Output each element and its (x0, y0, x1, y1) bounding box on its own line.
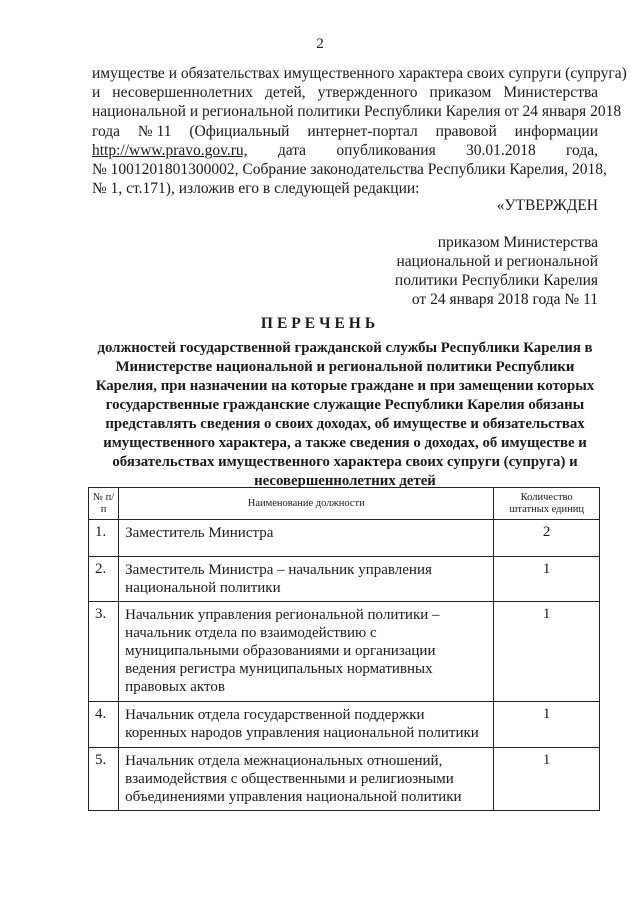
subheading-line: имущественного характера, а также сведения о доходах, об имуществе и (103, 435, 587, 451)
row-name-line: Заместитель Министра (125, 525, 274, 541)
intro-word: приказом (429, 84, 492, 102)
header-qty (494, 488, 600, 520)
subheading-line: несовершеннолетних детей (254, 473, 436, 489)
row-name (119, 748, 494, 811)
subheading-line: Министерстве национальной и региональной политики Республики (115, 359, 575, 375)
row-name (119, 702, 494, 748)
subheading-line: должностей государственной гражданской службы Республики Карелия в (97, 340, 593, 356)
row-num: 2. (89, 557, 119, 602)
intro-word: несовершеннолетних (112, 84, 254, 102)
intro-word: года (92, 122, 121, 140)
table-header-row (89, 488, 600, 520)
intro-line: № 1001201801300002, Собрание законодательства Республики Карелия, 2018, (92, 161, 607, 179)
intro-word: дата (277, 141, 307, 159)
intro-word: (Официальный (189, 122, 290, 140)
row-num: 5. (89, 748, 119, 811)
intro-word: детей, (265, 84, 306, 102)
row-qty: 1 (494, 557, 600, 602)
intro-word: и (92, 84, 101, 102)
row-name (119, 557, 494, 602)
intro-word: опубликования (336, 141, 436, 159)
row-num: 1. (89, 520, 119, 557)
intro-line-justified (92, 122, 598, 141)
header-num: № п/п (89, 488, 119, 520)
subheading-line: государственные гражданские служащие Республики Карелия обязаны (105, 397, 585, 413)
intro-line-justified (92, 141, 598, 160)
approval-line: приказом Министерства (437, 234, 598, 251)
intro-paragraph (92, 64, 627, 198)
row-name-line: взаимодействия с общественными и религиозными (125, 771, 454, 787)
intro-word: № 11 (137, 122, 172, 140)
row-name-line: Заместитель Министра – начальник управления (125, 562, 432, 578)
row-name-line: Начальник управления региональной политики – (125, 607, 440, 623)
intro-line: национальной и региональной политики Республики Карелия от 24 января 2018 (92, 103, 622, 121)
approval-line: политики Республики Карелия (394, 272, 598, 289)
table-row (89, 557, 600, 602)
row-name-line: коренных народов управления национальной политики (125, 725, 479, 741)
positions-table (88, 487, 600, 811)
row-name (119, 602, 494, 702)
table-row (89, 702, 600, 748)
header-name: Наименование должности (119, 488, 494, 520)
intro-word: информации (514, 122, 598, 140)
row-qty: 2 (494, 520, 600, 557)
row-name-line: объединениями управления национальной политики (125, 789, 462, 805)
subheading-line: обязательствах имущественного характера своих супруги (супруга) и (112, 454, 578, 470)
table-row (89, 520, 600, 557)
document-subheading (92, 339, 598, 491)
row-name-line: национальной политики (125, 580, 281, 596)
intro-word: утвержденного (317, 84, 418, 102)
intro-word: Министерства (503, 84, 598, 102)
row-name-line: ведения регистра муниципальных нормативных (125, 661, 433, 677)
intro-word: 30.01.2018 (466, 141, 536, 159)
row-name-line: правовых актов (125, 679, 225, 695)
approval-block (380, 196, 598, 309)
header-qty-line: Количество (520, 491, 573, 503)
intro-word: интернет-портал (307, 122, 418, 140)
intro-line: имуществе и обязательствах имущественного характера своих супруги (супруга) (92, 65, 627, 82)
header-qty-line: штатных единиц (509, 503, 584, 515)
subheading-line: представлять сведения о своих доходах, об имуществе и обязательствах (105, 416, 585, 432)
approval-label: «УТВЕРЖДЕН (496, 197, 598, 214)
table-row (89, 602, 600, 702)
intro-line-justified (92, 83, 598, 102)
document-heading: ПЕРЕЧЕНЬ (260, 315, 380, 332)
row-name-line: муниципальными образованиями и организации (125, 643, 436, 659)
subheading-line: Карелия, при назначении на которые граждане и при замещении которых (95, 378, 595, 394)
intro-word: правовой (435, 122, 497, 140)
pravo-portal-link[interactable]: http://www.pravo.gov.ru, (92, 141, 248, 159)
intro-line: № 1, ст.171), изложив его в следующей редакции: (92, 180, 420, 198)
row-num: 3. (89, 602, 119, 702)
intro-word: года, (566, 141, 598, 159)
row-qty: 1 (494, 602, 600, 702)
row-num: 4. (89, 702, 119, 748)
row-qty: 1 (494, 702, 600, 748)
row-name-line: Начальник отдела межнациональных отношений, (125, 753, 443, 769)
approval-line: от 24 января 2018 года № 11 (411, 291, 598, 308)
row-name-line: начальник отдела по взаимодействию с (125, 625, 377, 641)
row-name-line: Начальник отдела государственной поддержки (125, 707, 425, 723)
page-number: 2 (316, 36, 324, 52)
approval-line: национальной и региональной (396, 253, 598, 270)
table-row (89, 748, 600, 811)
row-name (119, 520, 494, 557)
row-qty: 1 (494, 748, 600, 811)
